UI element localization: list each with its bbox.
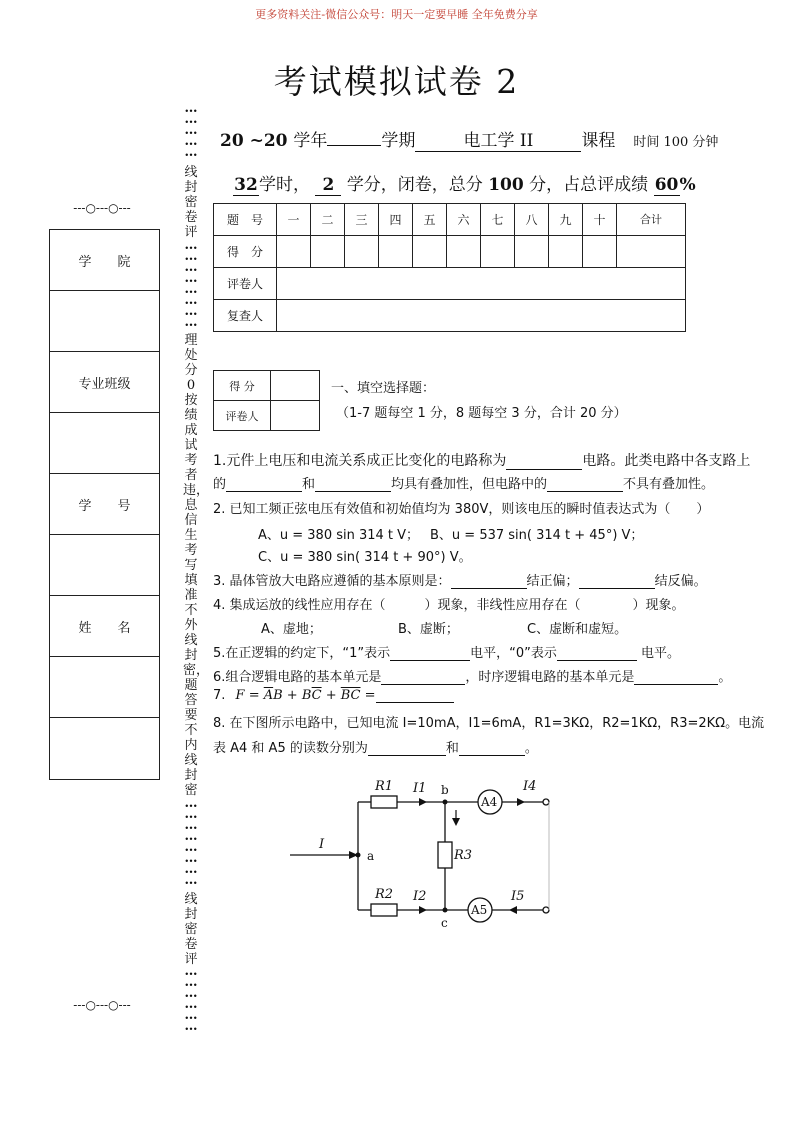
section1-grader-cell[interactable] [271,401,320,431]
q6-blank-1[interactable] [381,671,465,685]
label-node-b: b [441,783,449,797]
label-i5: I5 [511,889,525,904]
total-value: 100 [488,175,524,195]
label-i: I [319,837,325,852]
binding-dots-mid1: … … … … … … … … [184,238,198,330]
col-3: 三 [345,204,379,236]
score-cell[interactable] [515,236,549,268]
question-1-line1 [213,450,750,470]
course-info-line1 [220,126,718,152]
course-label: 课程 [581,131,616,151]
label-r2: R2 [375,887,394,902]
binding-text-middle: 理处分0按绩成试考者违，息信生考写填准不外线封密，题答要不内线封密 [183,333,210,798]
score-row [214,236,686,268]
header-banner: 更多资料关注-微信公众号：明天一定要早睡 全年免费分享 [255,8,538,21]
question-2: 2. 已知工频正弦电压有效值和初始值均为 380V，则该电压的瞬时值表达式为（ ） [213,502,710,517]
q3-blank-2[interactable] [579,575,655,589]
section1-note: （1-7 题每空 1 分，8 题每空 3 分，合计 20 分） [336,406,627,421]
col-8: 八 [515,204,549,236]
score-cell[interactable] [413,236,447,268]
arrow-i1 [419,798,427,806]
hours-label: 学时， [259,175,310,195]
col-10: 十 [583,204,617,236]
course-info-line2 [233,170,696,196]
field-major-class-value[interactable] [50,413,159,474]
year-prefix: 20 ~20 [220,131,288,151]
label-r3: R3 [454,848,473,863]
label-i2: I2 [413,889,427,904]
q8-blank-1[interactable] [368,742,446,756]
q2-option-c: C、u = 380 sin( 314 t + 90°) V。 [258,550,472,565]
q4-option-b: B、虚断； [398,622,459,637]
q1-blank-3[interactable] [315,478,391,492]
binding-text-top: 线封密卷评 [184,165,198,240]
q4-option-c: C、虚断和虚短。 [527,622,628,637]
label-a4: A4 [481,795,498,809]
arrow-i2 [419,906,427,914]
label-r1: R1 [375,779,394,794]
grader-label: 评卷人 [214,268,277,300]
q5-blank-2[interactable] [557,647,637,661]
q1-text-d: 和 [302,477,316,492]
total-label: 分，占总评成绩 [529,175,649,195]
score-cell[interactable] [345,236,379,268]
percent-value: 60 [654,175,679,195]
binding-circles-top: ---○---○--- [73,201,131,215]
percent-sign: % [679,175,696,195]
q1-text-b: 电路。此类电路中各支路上 [582,453,751,469]
q3-text-c: 结反偏。 [654,574,707,589]
q1-text-a: 1.元件上电压和电流关系成正比变化的电路称为 [213,453,507,469]
arrow-i [349,851,358,859]
q8-blank-2[interactable] [459,742,525,756]
binding-dots-top: … … … … … [184,101,198,160]
score-cell[interactable] [583,236,617,268]
label-i1: I1 [413,781,427,796]
q1-text-f: 不具有叠加性。 [623,477,715,492]
q5-text-b: 电平，“0”表示 [470,646,557,661]
question-4: 4. 集成运放的线性应用存在（ ）现象，非线性应用存在（ ）现象。 [213,598,685,613]
question-8-line2 [213,737,538,756]
q7-prefix: 7. [213,688,226,703]
grader-row [214,268,686,300]
course-name: 电工学 II [415,126,581,152]
question-5 [213,642,680,661]
section1-score-table [213,370,320,431]
q6-blank-2[interactable] [634,671,718,685]
q7-blank[interactable] [376,689,454,703]
q5-text-a: 5.在正逻辑的约定下，“1”表示 [213,646,391,661]
section1-score-label: 得 分 [214,371,271,401]
section1-score-cell[interactable] [271,371,320,401]
resistor-r3 [438,842,452,868]
col-9: 九 [549,204,583,236]
score-cell[interactable] [277,236,311,268]
field-college: 学 院 [50,230,159,291]
field-name: 姓 名 [50,596,159,657]
section1-heading: 一、填空选择题： [331,381,436,396]
question-8-line1: 8. 在下图所示电路中，已知电流 I=10mA，I1=6mA，R1=3KΩ，R2=1KΩ，R3=2KΩ。电流 [213,716,765,731]
col-2: 二 [311,204,345,236]
node-b [443,800,448,805]
q8-text-b: 表 A4 和 A5 的读数分别为 [213,741,368,756]
credits-label: 学分，闭卷，总分 [346,175,483,195]
question-3 [213,570,707,589]
q3-text-a: 3. 晶体管放大电路应遵循的基本原则是： [213,574,451,589]
q3-text-b: 结正偏； [526,574,579,589]
col-total: 合计 [617,204,686,236]
arrow-i5 [509,906,517,914]
q5-blank-1[interactable] [390,647,470,661]
q8-text-c: 和 [445,741,459,756]
score-cell[interactable] [311,236,345,268]
reviewer-row [214,300,686,332]
label-i4: I4 [523,779,537,794]
terminal-bottom [543,907,549,913]
student-info-box [49,229,160,780]
q6-text-b: ，时序逻辑电路的基本单元是 [465,670,635,685]
col-1: 一 [277,204,311,236]
hours-value: 32 [234,175,258,195]
page-title: 考试模拟试卷 2 [273,62,520,101]
q1-blank-2[interactable] [226,478,302,492]
field-student-id-value[interactable] [50,535,159,596]
field-name-value[interactable] [50,657,159,718]
row-header-question-no: 题 号 [214,204,277,236]
q8-text-d: 。 [524,741,538,756]
question-1-line2 [213,473,714,492]
q5-text-c: 电平。 [641,646,681,661]
q2-option-a: A、u = 380 sin 314 t V； [258,528,420,543]
arrow-i4 [517,798,525,806]
q3-blank-1[interactable] [451,575,527,589]
field-college-value[interactable] [50,291,159,352]
col-4: 四 [379,204,413,236]
binding-text-bottom: 线封密卷评 [184,892,198,967]
label-node-a: a [367,849,375,863]
label-node-c: c [441,916,448,930]
score-cell[interactable] [447,236,481,268]
question-7 [213,688,454,703]
score-cell[interactable] [549,236,583,268]
field-major-class: 专业班级 [50,352,159,413]
reviewer-label: 复查人 [214,300,277,332]
q1-text-c: 的 [213,477,227,492]
score-cell[interactable] [481,236,515,268]
binding-circles-bottom: ---○---○--- [73,998,131,1012]
q4-option-a: A、虚地； [261,622,322,637]
year-label: 学年 [293,131,328,151]
q6-text-a: 6.组合逻辑电路的基本单元是 [213,670,382,685]
q1-blank-1[interactable] [506,456,582,470]
score-table-header-row [214,204,686,236]
binding-dots-mid2: … … … … … … … … [184,796,198,888]
score-label: 得 分 [214,236,277,268]
terminal-top [543,799,549,805]
label-a5: A5 [471,903,488,917]
binding-dots-bottom: … … … … … … [184,964,198,1034]
term-label: 学期 [381,131,416,151]
field-student-id: 学 号 [50,474,159,535]
question-6 [213,666,731,685]
q1-blank-4[interactable] [547,478,623,492]
col-5: 五 [413,204,447,236]
col-6: 六 [447,204,481,236]
score-cell[interactable] [617,236,686,268]
time-label: 时间 100 分钟 [633,135,719,150]
credits-value: 2 [315,175,341,196]
score-cell[interactable] [379,236,413,268]
score-table [213,203,686,332]
grader-cell[interactable] [277,268,686,300]
q2-option-b: B、u = 537 sin( 314 t + 45°) V； [430,528,644,543]
q1-text-e: 均具有叠加性，但电路中的 [391,477,548,492]
q7-formula: $F = \overline{A}B + B\overline{C} + \overline{BC}$ = [235,688,376,703]
col-7: 七 [481,204,515,236]
section1-grader-label: 评卷人 [214,401,271,431]
resistor-r1 [371,796,397,808]
year-blank[interactable] [327,145,381,146]
resistor-r2 [371,904,397,916]
circuit-diagram [285,770,585,935]
node-c [443,908,448,913]
field-extra [50,718,159,780]
q6-text-c: 。 [718,670,732,685]
reviewer-cell[interactable] [277,300,686,332]
